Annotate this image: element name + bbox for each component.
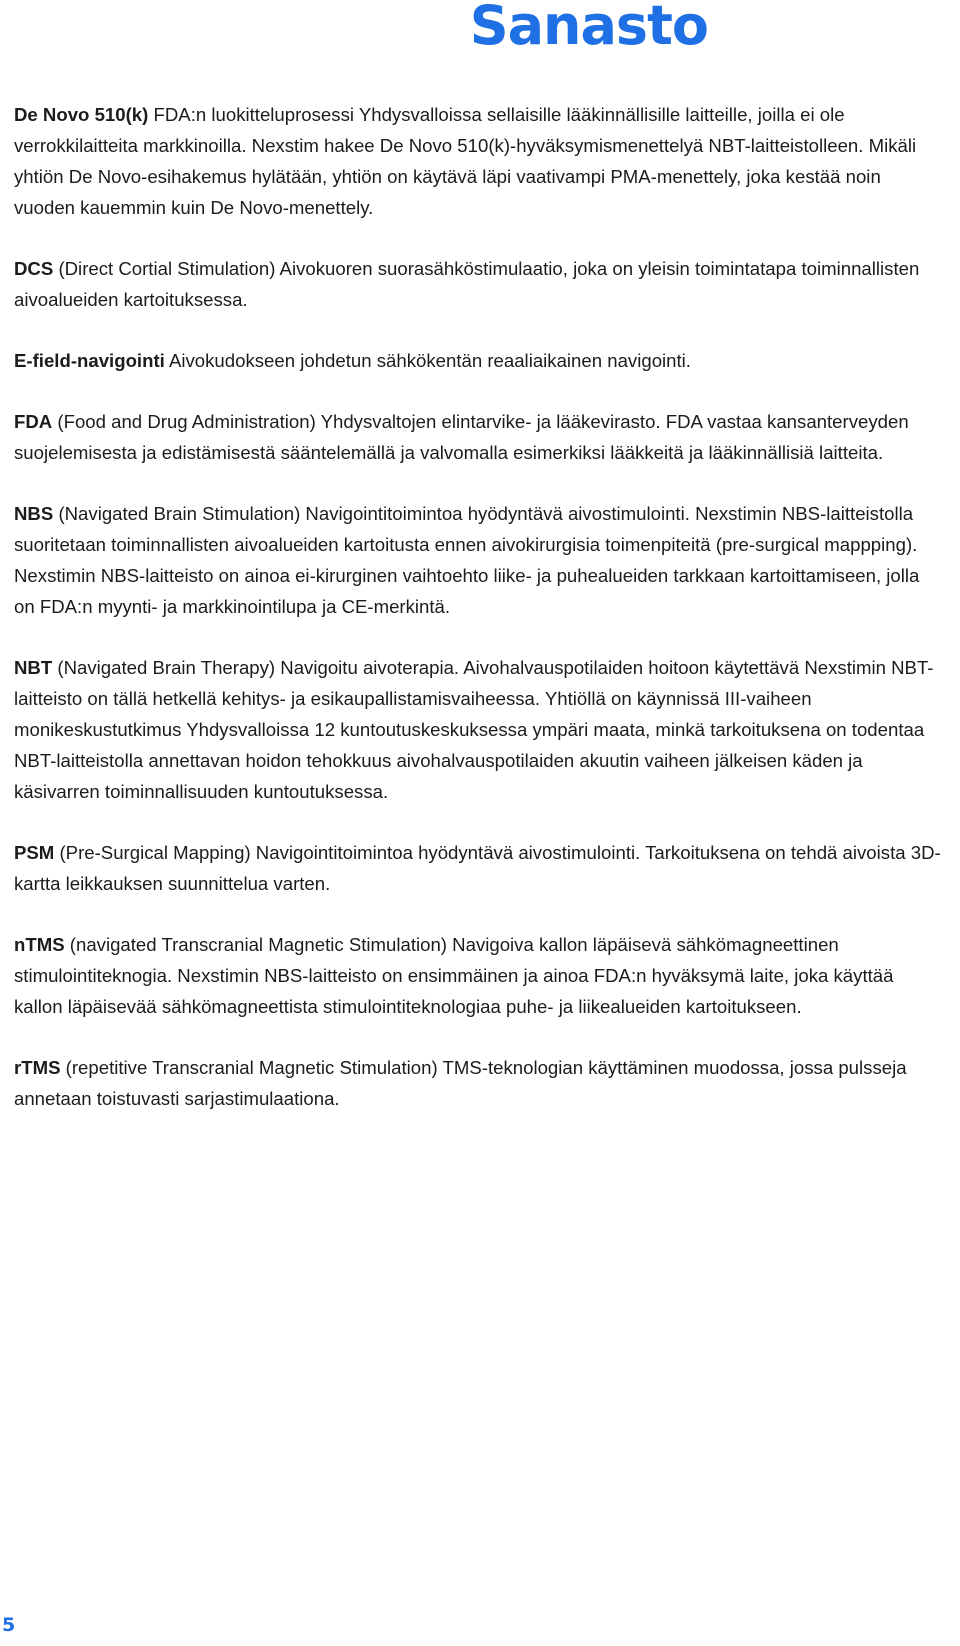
- glossary-term: rTMS: [14, 1057, 61, 1078]
- glossary-definition: (Navigated Brain Stimulation) Navigointitoimintoa hyödyntävä aivostimulointi. Nexstimin NBS-laitteistolla suoritetaan toiminnallisten aivoalueiden kartoitusta ennen aivokirurgisia toimenpiteitä (pre-surgical mappping). Nexstimin NBS-laitteisto on ainoa ei-kirurginen vaihtoehto liike- ja puhealueiden tarkkaan kartoittamiseen, jolla on FDA:n myynti- ja markkinointilupa ja CE-merkintä.: [14, 503, 920, 617]
- glossary-entry-ntms: [14, 929, 944, 1022]
- glossary-term: DCS: [14, 258, 54, 279]
- glossary-definition: FDA:n luokitteluprosessi Yhdysvalloissa sellaisille lääkinnällisille laitteille, joilla ei ole verrokkilaitteita markkinoilla. Nexstim hakee De Novo 510(k)-hyväksymismenettelyä NBT-laitteistolleen. Mikäli yhtiön De Novo-esihakemus hylätään, yhtiön on käytävä läpi vaativampi PMA-menettely, joka kestää noin vuoden kauemmin kuin De Novo-menettely.: [14, 104, 917, 218]
- glossary-entry-psm: [14, 837, 944, 899]
- glossary-definition: (Direct Cortial Stimulation) Aivokuoren suorasähköstimulaatio, joka on yleisin toimintatapa toiminnallisten aivoalueiden kartoituksessa.: [14, 258, 920, 310]
- glossary-entry-nbt: [14, 652, 944, 807]
- glossary-definition: (repetitive Transcranial Magnetic Stimulation) TMS-teknologian käyttäminen muodossa, jossa pulsseja annetaan toistuvasti sarjastimulaationa.: [14, 1057, 907, 1109]
- glossary-entry-fda: [14, 406, 944, 468]
- glossary-term: E-field-navigointi: [14, 350, 165, 371]
- glossary-entry-dcs: [14, 253, 944, 315]
- glossary-term: nTMS: [14, 934, 65, 955]
- glossary-definition: (navigated Transcranial Magnetic Stimulation) Navigoiva kallon läpäisevä sähkömagneettinen stimulointiteknogia. Nexstimin NBS-laitteisto on ensimmäinen ja ainoa FDA:n hyväksymä laite, joka käyttää kallon läpäisevää sähkömagneettista stimulointiteknologiaa puhe- ja liikealueiden kartoitukseen.: [14, 934, 894, 1017]
- glossary-entry-de-novo: [14, 99, 944, 223]
- glossary-entry-rtms: [14, 1052, 944, 1114]
- glossary-definition: (Pre-Surgical Mapping) Navigointitoimintoa hyödyntävä aivostimulointi. Tarkoituksena on tehdä aivoista 3D-kartta leikkauksen suunnittelua varten.: [14, 842, 941, 894]
- glossary-term: De Novo 510(k): [14, 104, 149, 125]
- glossary-term: PSM: [14, 842, 55, 863]
- glossary-term: NBS: [14, 503, 54, 524]
- glossary-term: FDA: [14, 411, 53, 432]
- glossary-entry-e-field: [14, 345, 944, 376]
- glossary-definition: Aivokudokseen johdetun sähkökentän reaaliaikainen navigointi.: [168, 350, 691, 371]
- glossary-definition: (Navigated Brain Therapy) Navigoitu aivoterapia. Aivohalvauspotilaiden hoitoon käytettävä Nexstimin NBT-laitteisto on tällä hetkellä kehitys- ja esikaupallistamisvaiheessa. Yhtiöllä on käynnissä III-vaiheen monikeskustutkimus Yhdysvalloissa 12 kuntoutuskeskuksessa ympäri maata, minkä tarkoituksena on todentaa NBT-laitteistolla annettavan hoidon tehokkuus aivohalvauspotilaiden akuutin vaiheen jälkeisen käden ja käsivarren toiminnallisuuden kuntoutuksessa.: [14, 657, 934, 802]
- page-title: Sanasto: [469, 0, 708, 57]
- page-number: 5: [2, 1614, 16, 1636]
- glossary-entry-nbs: [14, 498, 944, 622]
- glossary-definition: (Food and Drug Administration) Yhdysvaltojen elintarvike- ja lääkevirasto. FDA vastaa kansanterveyden suojelemisesta ja edistämisestä sääntelemällä ja valvomalla esimerkiksi lääkkeitä ja lääkinnällisiä laitteita.: [14, 411, 909, 463]
- glossary-list: [14, 99, 944, 1144]
- glossary-term: NBT: [14, 657, 53, 678]
